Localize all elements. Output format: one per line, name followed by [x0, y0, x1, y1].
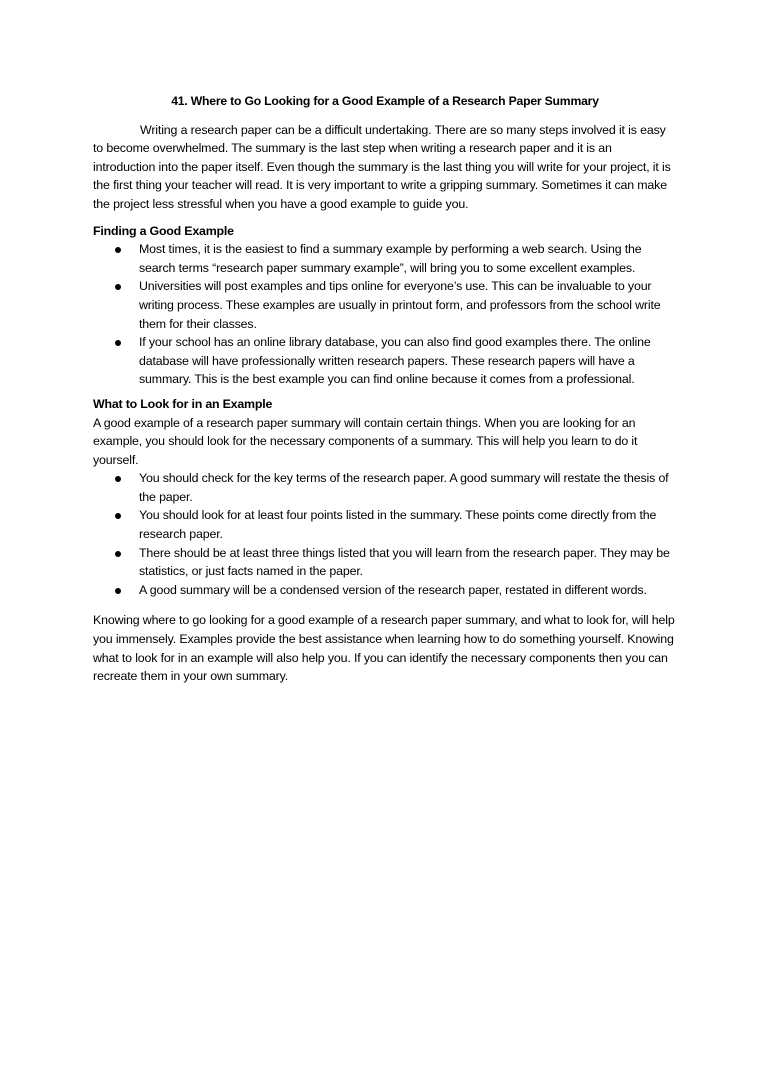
bullet-icon [115, 588, 121, 594]
bullet-icon [115, 476, 121, 482]
list-item-text: Most times, it is the easiest to find a summary example by performing a web search. Using the search terms “research paper summary example”, will bring you to some excellent examples. [139, 242, 642, 275]
what-to-look-for-list [93, 469, 677, 599]
list-item [93, 333, 677, 389]
list-item-text: You should look for at least four points listed in the summary. These points come directly from the research paper. [139, 508, 657, 542]
list-item-text: Universities will post examples and tips online for everyone’s use. This can be invaluable to your writing process. These examples are usually in printout form, and professors from the school write them for their classes. [139, 279, 661, 331]
list-item [93, 469, 677, 506]
bullet-icon [115, 551, 121, 557]
list-item [93, 277, 677, 333]
list-item-text: There should be at least three things listed that you will learn from the research paper. They may be statistics, or just facts named in the paper. [139, 545, 670, 579]
list-item-text: A good summary will be a condensed version of the research paper, restated in different words. [139, 582, 647, 597]
list-item-text: You should check for the key terms of the research paper. A good summary will restate the thesis of the paper. [139, 471, 669, 504]
list-item [93, 506, 677, 543]
list-item [93, 581, 677, 600]
bullet-icon [115, 340, 121, 346]
bullet-icon [115, 247, 121, 253]
finding-example-list [93, 240, 677, 389]
bullet-icon [115, 513, 121, 519]
document-title: 41. Where to Go Looking for a Good Example of a Research Paper Summary [171, 94, 599, 108]
document-page [93, 92, 677, 686]
conclusion-paragraph: Knowing where to go looking for a good example of a research paper summary, and what to look for, will help you immensely. Examples provide the best assistance when learning how to do something yourself. Knowing what to look for in an example will also help you. If you can identify the necessary components then you can recreate them in your own summary. [93, 613, 675, 684]
list-item [93, 240, 677, 277]
list-item-text: If your school has an online library database, you can also find good examples there. The online database will have professionally written research papers. These research papers will have a summary. This is the best example you can find online because it comes from a professional. [139, 335, 651, 387]
list-item [93, 544, 677, 581]
section-heading-finding-example: Finding a Good Example [93, 223, 234, 238]
section-heading-what-to-look-for: What to Look for in an Example [93, 396, 273, 411]
bullet-icon [115, 284, 121, 290]
what-to-look-for-intro: A good example of a research paper summary will contain certain things. When you are looking for an example, you should look for the necessary components of a summary. This will help you learn to do it yourself. [93, 415, 638, 467]
intro-paragraph: Writing a research paper can be a difficult undertaking. There are so many steps involved it is easy to become overwhelmed. The summary is the last step when writing a research paper and it is an introduction into the paper itself. Even though the summary is the last thing you will write for your project, it is the first thing your teacher will read. It is very important to write a gripping summary. Sometimes it can make the project less stressful when you have a good example to guide you. [93, 122, 671, 211]
